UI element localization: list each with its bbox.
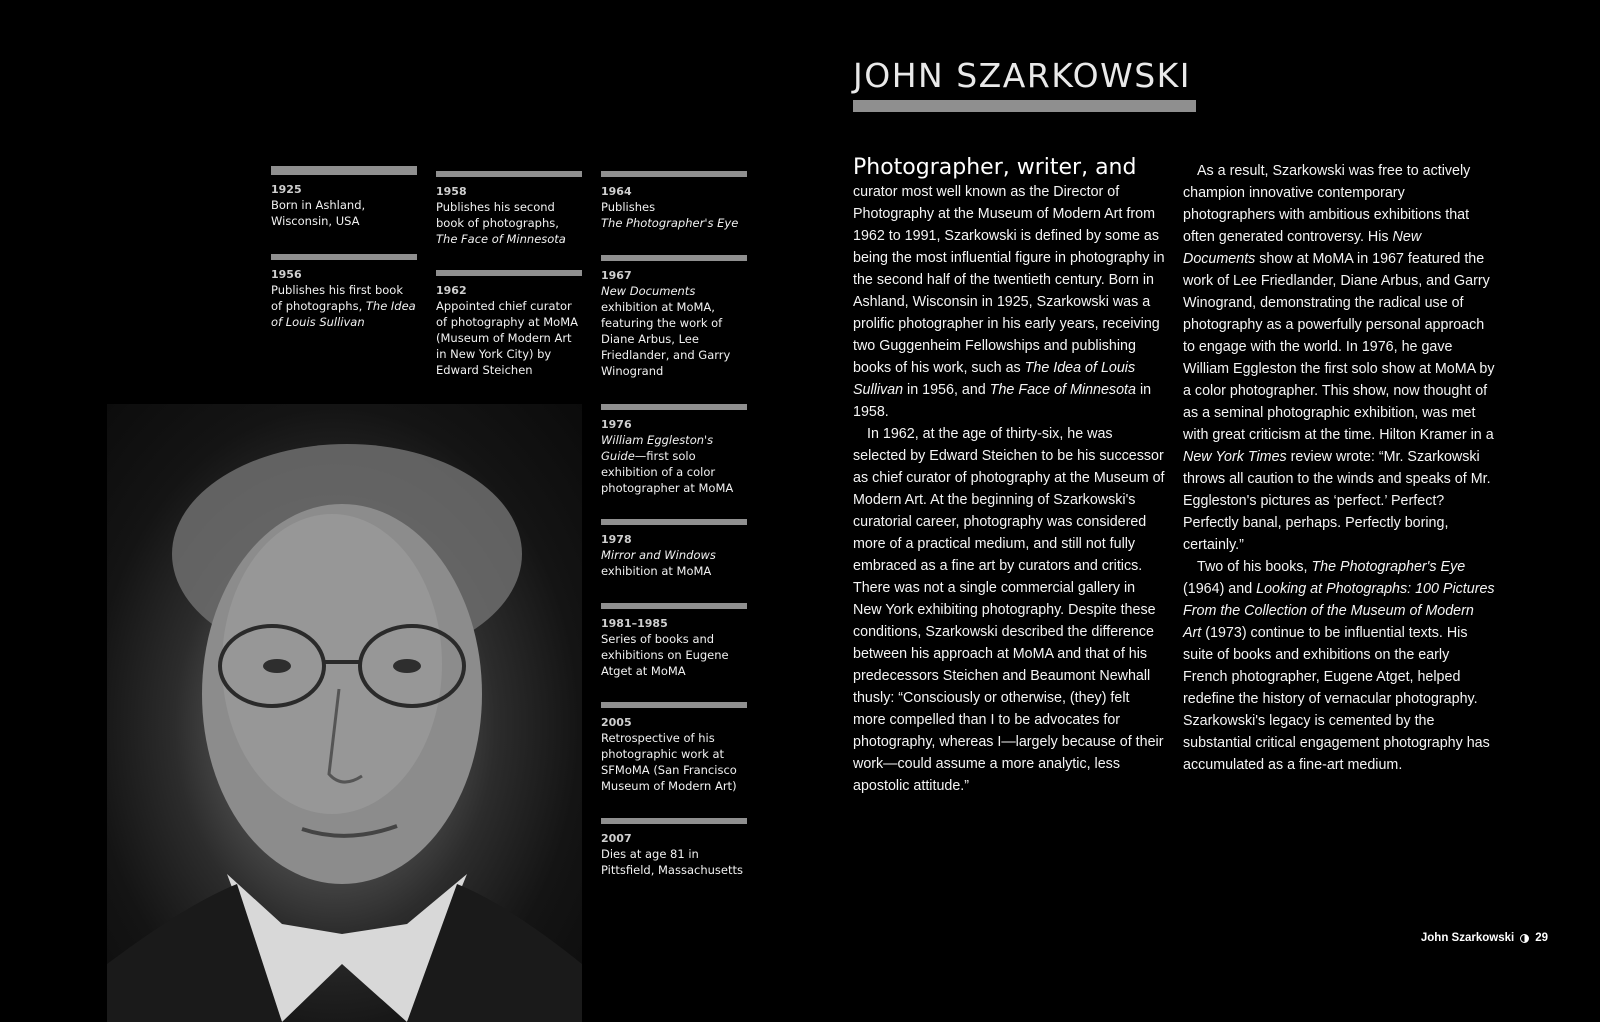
timeline-text [436, 199, 582, 247]
timeline-bar [601, 818, 747, 824]
article-lead: Photographer, writer, and [853, 155, 1137, 180]
timeline-bar [436, 270, 582, 276]
title-underline [853, 100, 1196, 112]
timeline-year: 2005 [601, 716, 632, 729]
eye-right [393, 659, 421, 673]
timeline-entry [436, 270, 582, 378]
footer-name: John Szarkowski [1420, 932, 1515, 944]
timeline-bar [601, 702, 747, 708]
timeline-entry [436, 171, 582, 247]
timeline-entry [601, 519, 747, 579]
article-paragraph: In 1962, at the age of thirty-six, he was selected by Edward Steichen to be his successor as chief curator of photography at the Museum of Modern Art. At the beginning of Szarkowski's curatorial career, photography was considered more of a practical medium, and still not fully embraced as a fine art by curators and critics. There was not a single commercial gallery in New York exhibiting photography. Despite these conditions, Szarkowski described the difference between his approach at MoMA and that of his predecessors Steichen and Beaumont Newhall thusly: “Consciously or otherwise, (they) felt more compelled than I to be advocates for photography, whereas I—largely because of their work—could assume a more analytic, less apostolic attitude.” [853, 426, 1165, 794]
page-footer [1421, 932, 1548, 944]
timeline-year: 2007 [601, 832, 632, 845]
half-circle-icon [1520, 934, 1529, 943]
timeline-entry [601, 818, 747, 878]
timeline-text [601, 547, 747, 579]
timeline-text [601, 432, 747, 496]
timeline-text: Appointed chief curator of photography at MoMA (Museum of Modern Art in New York City) by Edward Steichen [436, 299, 578, 377]
timeline-text-plain: exhibition at MoMA [601, 564, 712, 578]
timeline-year: 1956 [271, 268, 302, 281]
timeline-year: 1962 [436, 284, 467, 297]
article-text: show at MoMA in 1967 featured the work of Lee Friedlander, Diane Arbus, and Garry Winogrand, demonstrating the radical use of photography as a powerfully personal approach to engage with the world. In 1976, he gave William Eggleston the first solo show at MoMA by a color photographer. This show, now thought of as a seminal photographic exhibition, was met with great criticism at the time. Hilton Kramer in a [1183, 251, 1495, 443]
timeline-bar [601, 519, 747, 525]
timeline-text-plain: Publishes [601, 200, 656, 214]
portrait-illustration [107, 404, 582, 1022]
page-title: JOHN SZARKOWSKI [853, 56, 1192, 95]
timeline-text: Series of books and exhibitions on Eugene Atget at MoMA [601, 632, 729, 678]
article-text: in 1956, and [903, 382, 990, 398]
article-text: (1964) and [1183, 581, 1257, 597]
article-italic: The Face of Minnesota [989, 382, 1136, 398]
timeline-text-italic: The Idea of Louis Sullivan [271, 299, 416, 329]
timeline-text-italic: The Photographer's Eye [601, 216, 739, 230]
timeline-text: Retrospective of his photographic work at SFMoMA (San Francisco Museum of Modern Art) [601, 731, 737, 793]
timeline-entry [601, 603, 747, 679]
timeline-year: 1967 [601, 269, 632, 282]
timeline-entry [601, 171, 747, 231]
timeline-text-plain: exhibition at MoMA, featuring the work of Diane Arbus, Lee Friedlander, and Garry Winogrand [601, 300, 731, 378]
timeline-text: Born in Ashland, Wisconsin, USA [271, 198, 366, 228]
timeline-year: 1958 [436, 185, 467, 198]
timeline-entry [271, 254, 417, 330]
timeline-year: 1964 [601, 185, 632, 198]
timeline-year: 1925 [271, 183, 302, 196]
eye-left [263, 659, 291, 673]
timeline-bar [271, 254, 417, 260]
article-text: in 1958. [853, 382, 1152, 420]
timeline-text [601, 283, 747, 379]
article-text: curator most well known as the Director of Photography at the Museum of Modern Art from 1962 to 1991, Szarkowski is defined by some as being the most influential figure in photography in the second half of the twentieth century. Born in Ashland, Wisconsin in 1925, Szarkowski was a prolific photographer in his early years, receiving two Guggenheim Fellowships and publishing books of his work, such as [853, 184, 1165, 376]
article-italic: The Idea of Louis Sullivan [853, 360, 1136, 398]
timeline-text-italic: The Face of Minnesota [436, 232, 566, 246]
article-paragraph [853, 155, 1165, 423]
article-text: As a result, Szarkowski was free to actively champion innovative contemporary photographers with ambitious exhibitions that often generated controversy. His [1183, 163, 1471, 245]
timeline-bar [271, 166, 417, 175]
timeline-text-italic: New Documents [601, 284, 696, 298]
article-paragraph [1183, 556, 1495, 776]
timeline-bar [601, 255, 747, 261]
timeline-bar [601, 404, 747, 410]
timeline-year: 1976 [601, 418, 632, 431]
portrait-photo [107, 404, 582, 1022]
article-column-right [1183, 160, 1495, 776]
timeline-text-plain: Publishes his second book of photographs, [436, 200, 559, 230]
article-column-left [853, 155, 1165, 797]
article-text: Two of his books, [1197, 559, 1312, 575]
timeline-text-plain: Publishes his first book of photographs, [271, 283, 404, 313]
article-text: (1973) continue to be influential texts. His suite of books and exhibitions on the early French photographer, Eugene Atget, helped redefine the history of vernacular photography. Szarkowski's legacy is cemented by the substantial critical engagement photography has accumulated as a fine-art medium. [1183, 625, 1490, 773]
timeline-text [601, 199, 747, 231]
timeline-text-italic: Mirror and Windows [601, 548, 716, 562]
timeline-entry [601, 702, 747, 794]
timeline-year: 1981–1985 [601, 617, 668, 630]
timeline-entry [601, 255, 747, 379]
timeline-bar [601, 171, 747, 177]
article-italic: New York Times [1183, 449, 1287, 465]
timeline-entry [271, 166, 417, 229]
timeline-text-italic: William Eggleston's Guide [601, 433, 714, 463]
article-italic: The Photographer's Eye [1311, 559, 1466, 575]
timeline-year: 1978 [601, 533, 632, 546]
article-italic: Looking at Photographs: 100 Pictures From the Collection of the Museum of Modern Art [1183, 581, 1495, 641]
timeline-text: Dies at age 81 in Pittsfield, Massachusetts [601, 847, 743, 877]
article-paragraph [1183, 160, 1495, 556]
article-italic: New Documents [1183, 229, 1422, 267]
timeline-text-plain: —first solo exhibition of a color photographer at MoMA [601, 449, 734, 495]
page-number: 29 [1535, 932, 1548, 944]
timeline-bar [436, 171, 582, 177]
timeline-bar [601, 603, 747, 609]
timeline-text [271, 282, 417, 330]
article-text: review wrote: “Mr. Szarkowski throws all caution to the winds and speaks of Mr. Eggleston's pictures as ‘perfect.’ Perfect? Perfectly banal, perhaps. Perfectly boring, certainly.” [1183, 449, 1491, 553]
timeline-entry [601, 404, 747, 496]
